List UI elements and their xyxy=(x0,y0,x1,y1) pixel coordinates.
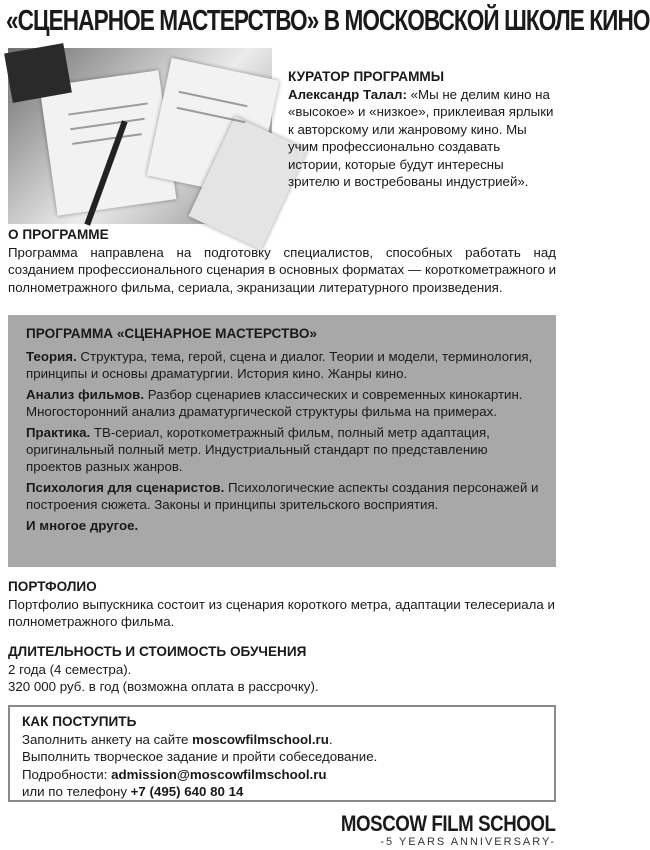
program-more: И многое другое. xyxy=(26,518,139,533)
program-item-practice: Практика. ТВ-сериал, короткометражный фильм, полный метр адаптация, оригинальный полный метр. Индустриальный стандарт по представлению проектов разных жанров. xyxy=(26,425,490,474)
apply-phone: или по телефону +7 (495) 640 80 14 xyxy=(22,784,244,799)
logo-tagline: -5 YEARS ANNIVERSARY- xyxy=(380,836,556,848)
apply-details: Подробности: admission@moscowfilmschool.ru xyxy=(22,766,327,782)
program-box xyxy=(8,315,556,567)
program-item-analysis: Анализ фильмов. Разбор сценариев классических и современных кинокартин. Многосторонний анализ драматургической структуры фильма на примерах. xyxy=(26,387,523,419)
duration-price: 320 000 руб. в год (возможна оплата в рассрочку). xyxy=(8,679,319,694)
about-heading: О ПРОГРАММЕ xyxy=(8,227,109,242)
portfolio-heading: ПОРТФОЛИО xyxy=(8,579,97,594)
program-item-theory: Теория. Структура, тема, герой, сцена и диалог. Теории и модели, терминология, принципы и основы драматургии. История кино. Жанры кино. xyxy=(26,349,533,381)
email-link[interactable]: admission@moscowfilmschool.ru xyxy=(111,766,327,782)
phone-link[interactable]: +7 (495) 640 80 14 xyxy=(130,784,244,799)
school-logo xyxy=(303,812,556,848)
curator-section xyxy=(288,68,556,191)
portfolio-text: Портфолио выпускника состоит из сценария короткого метра, адаптации телесериала и полнометражного фильма. xyxy=(8,596,555,629)
about-text: Программа направлена на подготовку специалистов, способных работать над созданием профессионального сценария в основных форматах — короткометражного и полнометражного фильма, сериала, экранизации литературного произведения. xyxy=(8,244,556,295)
about-section xyxy=(8,226,556,296)
portfolio-section xyxy=(8,578,556,631)
apply-box xyxy=(8,705,556,802)
program-item-psychology: Психология для сценаристов. Психологические аспекты создания персонажей и построения сюжета. Законы и принципы зрительского восприятия. xyxy=(26,480,539,512)
duration-heading: ДЛИТЕЛЬНОСТЬ И СТОИМОСТЬ ОБУЧЕНИЯ xyxy=(8,644,307,659)
scripts-desk-photo xyxy=(8,48,272,224)
site-link[interactable]: moscowfilmschool.ru xyxy=(192,731,329,747)
apply-step-form: Заполнить анкету на сайте moscowfilmschool.ru. xyxy=(22,731,333,747)
duration-section xyxy=(8,643,556,696)
program-heading: ПРОГРАММА «СЦЕНАРНОЕ МАСТЕРСТВО» xyxy=(26,326,317,341)
apply-step-interview: Выполнить творческое задание и пройти собеседование. xyxy=(22,749,378,764)
curator-quote: «Мы не делим кино на «высокое» и «низкое», приклеивая ярлыки к авторскому или жанровому кино. Мы учим профессионально создавать истории, которые будут интересны зрителю и востребованы индустрией». xyxy=(288,86,554,189)
apply-heading: КАК ПОСТУПИТЬ xyxy=(22,714,137,729)
duration-term: 2 года (4 семестра). xyxy=(8,661,132,677)
curator-name: Александр Талал: xyxy=(288,86,407,102)
page-title: «СЦЕНАРНОЕ МАСТЕРСТВО» В МОСКОВСКОЙ ШКОЛЕ КИНО xyxy=(6,5,650,37)
logo-name: MOSCOW FILM SCHOOL xyxy=(341,811,556,836)
curator-heading: КУРАТОР ПРОГРАММЫ xyxy=(288,69,445,84)
